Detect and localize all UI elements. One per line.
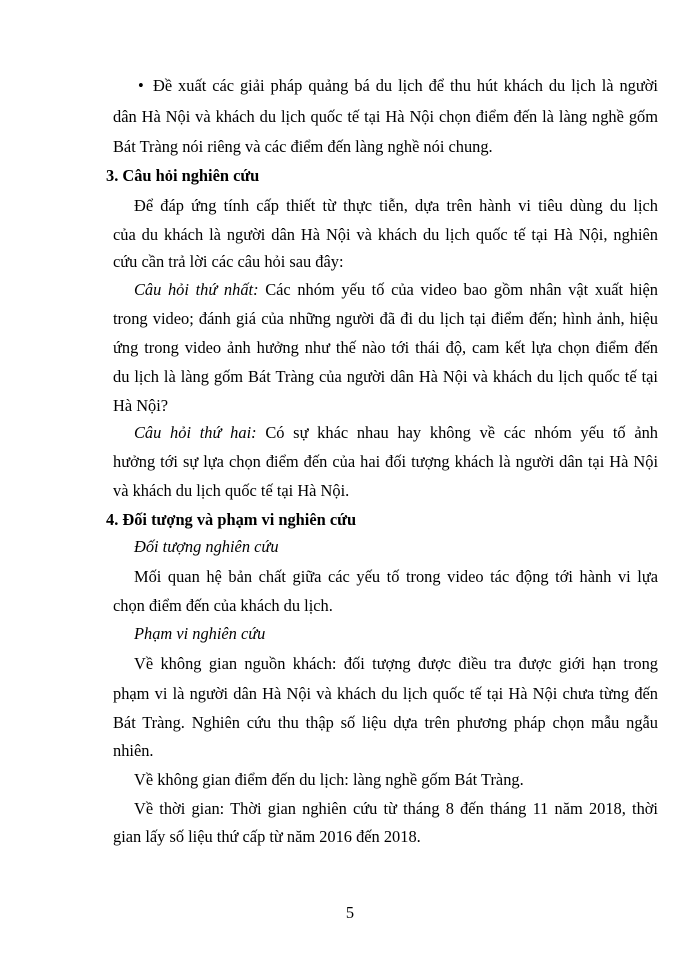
section-heading-4: 4. Đối tượng và phạm vi nghiên cứu [106,510,357,529]
body-line: phạm vi là người dân Hà Nội và khách du lịch quốc tế tại Hà Nội chưa từng đến [113,684,658,703]
body-line: Mối quan hệ bản chất giữa các yếu tố trong video tác động tới hành vi lựa [134,567,658,586]
body-line: Về không gian nguồn khách: đối tượng được điều tra được giới hạn trong [134,654,658,673]
body-line: du lịch là làng gốm Bát Tràng của người dân Hà Nội và khách du lịch quốc tế tại [113,367,658,386]
body-line: chọn điểm đến của khách du lịch. [113,596,333,615]
section-heading-3: 3. Câu hỏi nghiên cứu [106,166,260,185]
body-line: nhiên. [113,741,154,760]
body-line: Để đáp ứng tính cấp thiết từ thực tiễn, dựa trên hành vi tiêu dùng du lịch [134,196,658,215]
body-line: ứng trong video ảnh hưởng như thế nào tới thái độ, cam kết lựa chọn điểm đến [113,338,658,357]
body-line: Về không gian điểm đến du lịch: làng nghề gốm Bát Tràng. [134,770,524,789]
question-2-text: Có sự khác nhau hay không về các nhóm yếu tố ảnh [256,423,658,442]
subheading-scope: Phạm vi nghiên cứu [134,624,266,643]
body-line: Bát Tràng nói riêng và các điểm đến làng nghề nói chung. [113,137,493,156]
page-number: 5 [345,903,355,922]
body-line: và khách du lịch quốc tế tại Hà Nội. [113,481,350,500]
body-line: cứu cần trả lời các câu hỏi sau đây: [113,252,344,271]
body-line: Về thời gian: Thời gian nghiên cứu từ tháng 8 đến tháng 11 năm 2018, thời [134,799,658,818]
question-1-text: Các nhóm yếu tố của video bao gồm nhân vật xuất hiện [258,280,658,299]
body-line: Bát Tràng. Nghiên cứu thu thập số liệu dựa trên phương pháp chọn mẫu ngẫu [113,713,658,732]
body-line: hưởng tới sự lựa chọn điểm đến của hai đối tượng khách là người dân tại Hà Nội [113,452,658,471]
body-line: trong video; đánh giá của những người đã đi du lịch tại điểm đến; hình ảnh, hiệu [113,309,658,328]
question-1-line [134,280,658,300]
body-line: của du khách là người dân Hà Nội và khách du lịch quốc tế tại Hà Nội, nghiên [113,225,658,244]
bullet-marker: • [138,76,144,95]
question-2-line [134,423,658,443]
bullet-line-1: Đề xuất các giải pháp quảng bá du lịch để thu hút khách du lịch là người [153,76,658,95]
body-line: Hà Nội? [113,396,169,415]
question-1-label: Câu hỏi thứ nhất: [134,280,259,299]
body-line: dân Hà Nội và khách du lịch quốc tế tại Hà Nội chọn điểm đến là làng nghề gốm [113,107,658,126]
subheading-subject: Đối tượng nghiên cứu [134,537,279,556]
question-2-label: Câu hỏi thứ hai: [134,423,257,442]
body-line: gian lấy số liệu thứ cấp từ năm 2016 đến 2018. [113,827,421,846]
